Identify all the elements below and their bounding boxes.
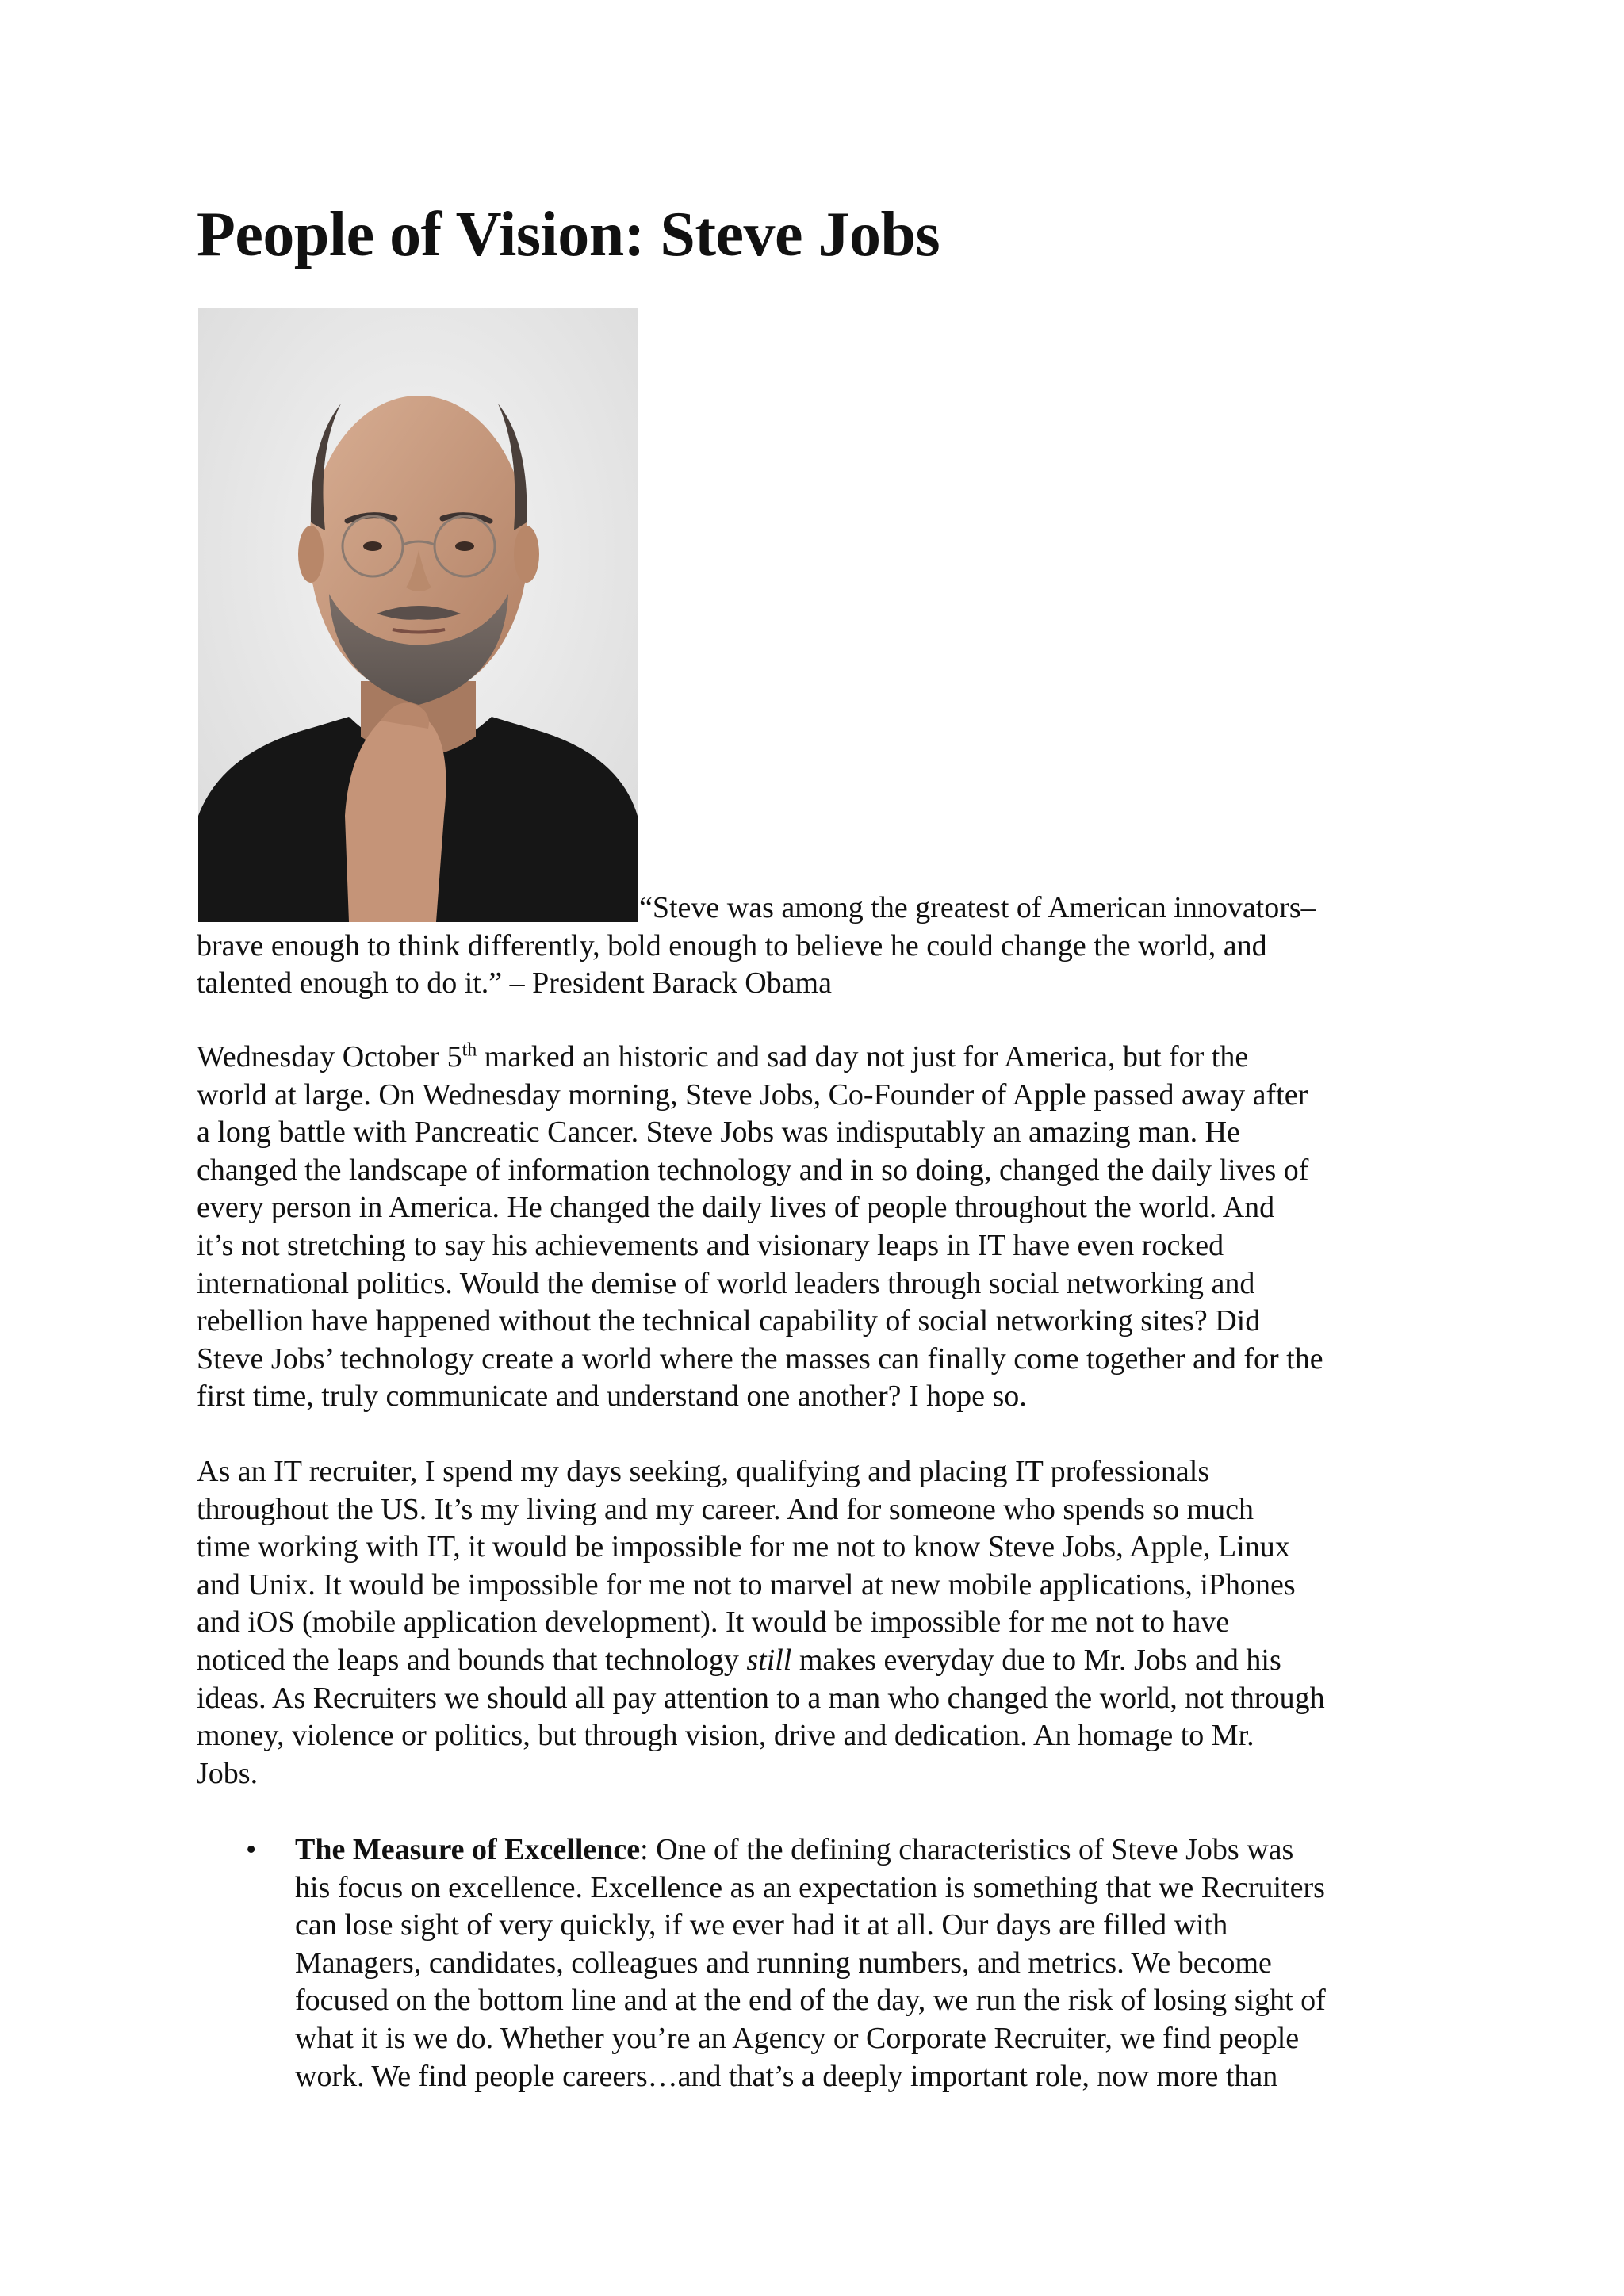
paragraph-line: and Unix. It would be impossible for me not to marvel at new mobile applications, iPhones: [197, 1567, 1296, 1601]
paragraph-line: changed the landscape of information technology and in so doing, changed the daily lives of: [197, 1153, 1309, 1187]
paragraph-line: every person in America. He changed the daily lives of people throughout the world. And: [197, 1191, 1275, 1225]
paragraph-line: a long battle with Pancreatic Cancer. Steve Jobs was indisputably an amazing man. He: [197, 1115, 1240, 1150]
bullet-heading: The Measure of Excellence: [295, 1833, 641, 1866]
paragraph-line: ideas. As Recruiters we should all pay attention to a man who changed the world, not through: [197, 1681, 1325, 1715]
paragraph-line: Jobs.: [197, 1756, 259, 1790]
paragraph-line: international politics. Would the demise of world leaders through social networking and: [197, 1266, 1255, 1300]
paragraph-line: first time, truly communicate and understand one another? I hope so.: [197, 1380, 1027, 1414]
paragraph-1: [197, 1039, 1434, 1416]
bullet-line: [295, 1831, 1434, 1869]
bullet-line: Managers, candidates, colleagues and running numbers, and metrics. We become: [295, 1946, 1272, 1980]
page-title: People of Vision: Steve Jobs: [197, 200, 940, 270]
paragraph-line: Steve Jobs’ technology create a world where the masses can finally come together and for the: [197, 1341, 1323, 1376]
date-text: Wednesday October 5: [197, 1040, 462, 1073]
paragraph-line: [197, 1642, 1434, 1680]
paragraph-2: [197, 1453, 1434, 1793]
bullet-line: focused on the bottom line and at the end of the day, we run the risk of losing sight of: [295, 1984, 1326, 2018]
paragraph-line: throughout the US. It’s my living and my career. And for someone who spends so much: [197, 1492, 1254, 1526]
bullet-line: work. We find people careers…and that’s a deeply important role, now more than: [295, 2059, 1278, 2093]
paragraph-text: marked an historic and sad day not just for America, but for the: [477, 1040, 1249, 1073]
italic-word: still: [746, 1643, 792, 1677]
bullet-line: his focus on excellence. Excellence as an expectation is something that we Recruiters: [295, 1870, 1325, 1904]
portrait-photo: [198, 308, 638, 922]
bullet-text-inline: : One of the defining characteristics of Steve Jobs was: [640, 1833, 1294, 1866]
quote-line: talented enough to do it.” – President Barack Obama: [197, 966, 832, 1001]
quote-line: brave enough to think differently, bold enough to believe he could change the world, and: [197, 928, 1267, 962]
paragraph-line: and iOS (mobile application development). It would be impossible for me not to have: [197, 1605, 1230, 1640]
paragraph-line: As an IT recruiter, I spend my days seeking, qualifying and placing IT professionals: [197, 1455, 1210, 1488]
ordinal-suffix: th: [462, 1039, 477, 1061]
quote-block: [197, 890, 1434, 1003]
bullet-text: [295, 1831, 1434, 2095]
bullet-line: can lose sight of very quickly, if we ever had it at all. Our days are filled with: [295, 1908, 1228, 1942]
paragraph-line: it’s not stretching to say his achievements and visionary leaps in IT have even rocked: [197, 1228, 1224, 1262]
bullet-line: what it is we do. Whether you’re an Agency or Corporate Recruiter, we find people: [295, 2021, 1300, 2055]
bullet-marker: •: [246, 1833, 257, 1866]
paragraph-line: rebellion have happened without the technical capability of social networking sites? Did: [197, 1304, 1261, 1338]
paragraph-line: money, violence or politics, but through vision, drive and dedication. An homage to Mr.: [197, 1719, 1254, 1753]
paragraph-line: world at large. On Wednesday morning, Steve Jobs, Co-Founder of Apple passed away after: [197, 1077, 1308, 1112]
paragraph-line: [197, 1039, 1434, 1077]
portrait-illustration: [198, 308, 638, 922]
quote-line: “Steve was among the greatest of American innovators–: [639, 891, 1316, 924]
paragraph-line: time working with IT, it would be impossible for me not to know Steve Jobs, Apple, Linux: [197, 1530, 1290, 1564]
paragraph-text: noticed the leaps and bounds that technology: [197, 1643, 747, 1677]
paragraph-text: makes everyday due to Mr. Jobs and his: [791, 1643, 1281, 1677]
